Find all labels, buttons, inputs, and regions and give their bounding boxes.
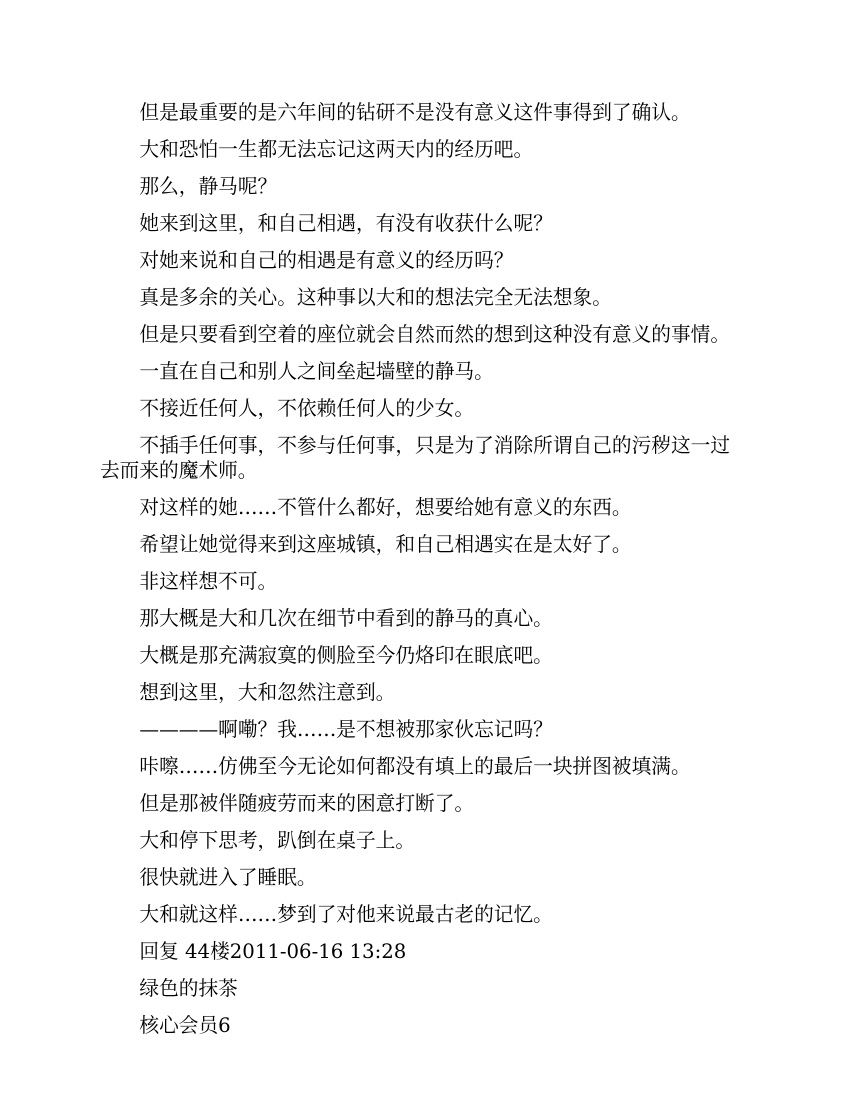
paragraph: 大和恐怕一生都无法忘记这两天内的经历吧。 (139, 138, 534, 161)
paragraph: ————啊嘞？我……是不想被那家伙忘记吗？ (139, 718, 553, 741)
paragraph: 那么，静马呢？ (139, 175, 278, 198)
paragraph: 不接近任何人，不依赖任何人的少女。 (139, 397, 475, 420)
document-body (100, 100, 731, 1050)
paragraph: 她来到这里，和自己相遇，有没有收获什么呢？ (139, 212, 553, 235)
paragraph: 那大概是大和几次在细节中看到的静马的真心。 (139, 607, 553, 630)
paragraph: 咔嚓……仿佛至今无论如何都没有填上的最后一块拼图被填满。 (139, 755, 691, 778)
reply-info: 回复 44楼2011-06-16 13:28 (139, 940, 407, 963)
paragraph: 大概是那充满寂寞的侧脸至今仍烙印在眼底吧。 (139, 644, 553, 667)
paragraph: 真是多余的关心。这种事以大和的想法完全无法想象。 (139, 286, 612, 309)
paragraph: 非这样想不可。 (139, 570, 278, 593)
paragraph: 不插手任何事，不参与任何事，只是为了消除所谓自己的污秽这一过去而来的魔术师。 (100, 434, 731, 482)
member-level: 核心会员6 (139, 1014, 231, 1037)
author-name: 绿色的抹茶 (139, 977, 238, 1000)
paragraph: 但是那被伴随疲劳而来的困意打断了。 (139, 792, 475, 815)
paragraph: 对这样的她……不管什么都好，想要给她有意义的东西。 (139, 496, 632, 519)
paragraph: 想到这里，大和忽然注意到。 (139, 681, 396, 704)
paragraph: 但是只要看到空着的座位就会自然而然的想到这种没有意义的事情。 (139, 323, 731, 346)
paragraph: 很快就进入了睡眠。 (139, 866, 317, 889)
paragraph: 一直在自己和别人之间垒起墙壁的静马。 (139, 360, 494, 383)
paragraph: 大和就这样……梦到了对他来说最古老的记忆。 (139, 903, 553, 926)
paragraph: 希望让她觉得来到这座城镇，和自己相遇实在是太好了。 (139, 533, 632, 556)
paragraph: 但是最重要的是六年间的钻研不是没有意义这件事得到了确认。 (139, 101, 691, 124)
paragraph: 大和停下思考，趴倒在桌子上。 (139, 829, 416, 852)
paragraph: 对她来说和自己的相遇是有意义的经历吗？ (139, 249, 514, 272)
